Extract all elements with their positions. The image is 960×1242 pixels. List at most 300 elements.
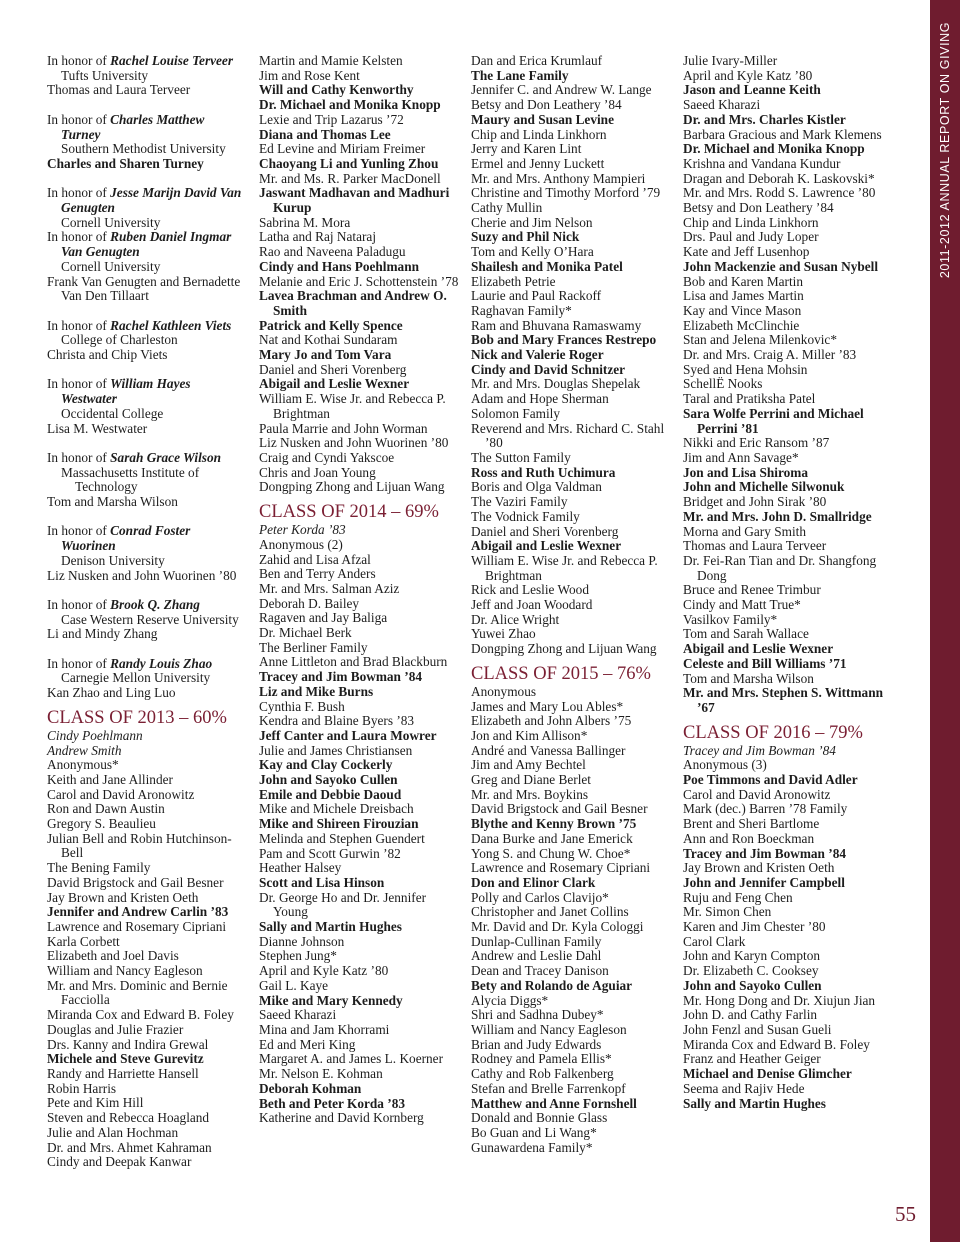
donor-entry: Maury and Susan Levine [471,111,614,127]
donor-entry: Tracey and Jim Bowman ’84 [259,669,423,685]
donor-entry: Dr. Michael and Monika Knopp [259,97,441,113]
donor-entry: Sally and Martin Hughes [683,1095,826,1111]
donor-entry: Jim and Rose Kent [259,67,360,83]
donor-entry: James and Mary Lou Ables* [471,698,624,714]
honor-prefix: In honor of [47,523,111,539]
donor-entry: Michele and Steve Gurevitz [47,1051,204,1067]
donor-entry: Bob and Karen Martin [683,273,804,289]
donor-entry: Shri and Sadhna Dubey* [471,1007,604,1023]
donor-entry: Mike and Michele Dreisbach [259,801,414,817]
honoree-entry [47,113,247,142]
donor-entry: Nick and Valerie Roger [471,347,604,363]
donor-entry: Kate and Jeff Lusenhop [683,244,810,260]
donor-entry: Mr. and Mrs. Anthony Mampieri [471,170,646,186]
honoree-entry [47,657,247,672]
donor-entry: William and Nancy Eagleson [47,963,203,979]
donor-entry: Jennifer and Andrew Carlin ’83 [47,904,229,920]
honor-prefix: In honor of [47,229,111,245]
donor-entry: Chaoyang Li and Yunling Zhou [259,155,439,171]
donor-entry: Raghavan Family* [471,302,572,318]
donor-entry: Brent and Sheri Bartlome [683,816,820,832]
donor-entry: Celeste and Bill Williams ’71 [683,655,847,671]
donor-entry: Anonymous (3) [683,757,767,773]
donor-entry: Julie Ivary-Miller [683,53,778,68]
donor-entry: Tom and Kelly O’Hara [471,244,594,260]
donor-entry: Anonymous (2) [259,536,343,552]
donor-entry: Yuwei Zhao [471,626,536,642]
donor-entry: Dan and Erica Krumlauf [471,53,603,68]
donor-entry: Stan and Jelena Milenkovic* [683,332,837,348]
donor-entry: Christa and Chip Viets [47,347,168,363]
donor-entry: Mr. Hong Dong and Dr. Xiujun Jian [683,992,876,1008]
donor-entry: Saeed Kharazi [259,1007,337,1023]
donor-entry: Mark (dec.) Barren ’78 Family [683,801,848,817]
donor-entry: Dr. Michael Berk [259,625,352,641]
donor-entry: Jay Brown and Kristen Oeth [683,860,835,876]
donor-entry: John Mackenzie and Susan Nybell [683,258,879,274]
school-name: Massachusetts Institute of Technology [61,464,200,495]
donor-entry: David Brigstock and Gail Besner [47,874,224,890]
donor-column-1 [47,54,247,1170]
donor-entry: Dragan and Deborah K. Laskovski* [683,170,875,186]
donor-entry: Blythe and Kenny Brown ’75 [471,816,637,832]
honoree-entry [47,230,247,259]
donor-entry: April and Kyle Katz ’80 [259,963,389,979]
donor-entry: Kay and Vince Mason [683,302,802,318]
donor-entry: Elizabeth McClinchie [683,317,800,333]
school-name: Case Western Reserve University [61,611,239,627]
donor-entry: Rao and Naveena Paladugu [259,244,406,260]
donor-entry: Dean and Tracey Danison [471,963,609,979]
spacer [47,436,247,451]
donor-entry: Mr. and Mrs. Salman Aziz [259,580,400,596]
donor-entry: Melinda and Stephen Guendert [259,830,425,846]
donor-entry: Julian Bell and Robin Hutchinson-Bell [47,830,232,861]
donor-entry: Steven and Rebecca Hoagland [47,1110,210,1126]
donor-entry: Keith and Jane Allinder [47,771,173,787]
donor-entry: SchellË Nooks [683,376,763,392]
honoree-entry [47,451,247,466]
honoree-entry [47,186,247,215]
donor-entry: Pete and Kim Hill [47,1095,144,1111]
donor-entry: Bruce and Renee Trimbur [683,582,821,598]
donor-entry: Thomas and Laura Terveer [47,82,191,98]
donor-entry: Li and Mindy Zhang [47,626,158,642]
donor-entry: Sally and Martin Hughes [259,919,402,935]
donor-entry: Karen and Jim Chester ’80 [683,919,826,935]
spacer [47,98,247,113]
donor-entry: Dr. and Mrs. Craig A. Miller ’83 [683,347,857,363]
donor-entry: Stefan and Brelle Farrenkopf [471,1080,626,1096]
donor-entry: Margaret A. and James L. Koerner [259,1051,444,1067]
donor-entry: Dr. Elizabeth C. Cooksey [683,963,819,979]
donor-entry: Mike and Mary Kennedy [259,992,403,1008]
donor-entry: Craig and Cyndi Yakscoe [259,449,395,465]
donor-entry: Ross and Ruth Uchimura [471,464,616,480]
donor-entry: Jay Brown and Kristen Oeth [47,889,199,905]
donor-entry: Cherie and Jim Nelson [471,214,593,230]
donor-entry: John and Michelle Silwonuk [683,479,845,495]
donor-entry: Elizabeth Petrie [471,273,556,289]
donor-entry: Donald and Bonnie Glass [471,1110,608,1126]
donor-entry: Kendra and Blaine Byers ’83 [259,713,415,729]
donor-entry: Ben and Terry Anders [259,566,376,582]
school-name: Southern Methodist University [61,141,226,157]
honoree-entry [47,54,247,69]
donor-entry: Carol and David Aronowitz [683,786,831,802]
donor-entry: Ragaven and Jay Baliga [259,610,388,626]
donor-entry: Deborah Kohman [259,1080,362,1096]
donor-entry: William E. Wise Jr. and Rebecca P. Brightman [471,552,658,583]
donor-entry: Christine and Timothy Morford ’79 [471,185,661,201]
class-agent: Peter Korda ’83 [259,522,346,538]
donor-entry: Latha and Raj Nataraj [259,229,377,245]
donor-entry: Elizabeth and Joel Davis [47,948,179,964]
donor-entry: Julie and Alan Hochman [47,1124,179,1140]
donor-entry: Jennifer C. and Andrew W. Lange [471,82,652,98]
donor-entry: Lavea Brachman and Andrew O. Smith [259,288,447,318]
donor-entry: Mr. and Mrs. Stephen S. Wittmann ’67 [683,685,883,715]
donor-entry: Randy and Harriette Hansell [47,1065,199,1081]
donor-entry: Cindy and Matt True* [683,597,801,613]
donor-entry: The Bening Family [47,860,151,876]
donor-entry: Dr. and Mrs. Charles Kistler [683,111,846,127]
spacer [47,642,247,657]
donor-entry: Deborah D. Bailey [259,595,360,611]
donor-entry: Dongping Zhong and Lijuan Wang [471,641,657,657]
donor-entry: Mr. and Mrs. Rodd S. Lawrence ’80 [683,185,876,201]
donor-entry: Tom and Sarah Wallace [683,626,809,642]
donor-entry: April and Kyle Katz ’80 [683,67,813,83]
school-name: Denison University [61,552,165,568]
honor-prefix: In honor of [47,317,111,333]
donor-entry: Rick and Leslie Wood [471,582,589,598]
donor-entry: Betsy and Don Leathery ’84 [471,97,622,113]
donor-entry: John and Sayoko Cullen [683,977,822,993]
class-agent: Cindy Poehlmann [47,727,143,743]
donor-entry: Robin Harris [47,1080,117,1096]
donor-entry: Nat and Kothai Sundaram [259,332,398,348]
donor-entry: Abigail and Leslie Wexner [471,538,622,554]
donor-entry: Abigail and Leslie Wexner [683,641,834,657]
donor-entry: Poe Timmons and David Adler [683,772,858,788]
donor-entry: Laurie and Paul Rackoff [471,288,602,304]
donor-entry: Chris and Joan Young [259,464,376,480]
donor-entry: Dana Burke and Jane Emerick [471,830,633,846]
donor-entry: Franz and Heather Geiger [683,1051,821,1067]
donor-entry: Daniel and Sheri Vorenberg [259,361,407,377]
donor-entry: Jerry and Karen Lint [471,141,582,157]
donor-entry: Mr. Simon Chen [683,904,772,920]
honor-prefix: In honor of [47,53,111,68]
honoree-name: Charles Matthew Turney [61,111,205,142]
donor-entry: Chip and Linda Linkhorn [471,126,607,142]
donor-entry: Tracey and Jim Bowman ’84 [683,845,847,861]
class-heading: CLASS OF 2016 – 79% [683,722,863,743]
donor-entry: Mr. and Mrs. Douglas Shepelak [471,376,641,392]
donor-entry: Bridget and John Sirak ’80 [683,494,827,510]
honoree-name: Rachel Kathleen Viets [110,317,232,333]
donor-entry: Lisa and James Martin [683,288,804,304]
donor-entry: Morna and Gary Smith [683,523,806,539]
donor-entry: Dr. George Ho and Dr. Jennifer Young [259,889,427,920]
donor-entry: Sabrina M. Mora [259,214,351,230]
donor-entry: Anonymous* [47,757,119,773]
school-name: Carnegie Mellon University [61,670,211,686]
donor-entry: David Brigstock and Gail Besner [471,801,648,817]
donor-entry: Jeff and Joan Woodard [471,597,593,613]
donor-entry: Solomon Family [471,405,561,421]
donor-entry: John Fenzl and Susan Gueli [683,1022,832,1037]
honoree-entry [47,598,247,613]
donor-entry: Don and Elinor Clark [471,874,596,890]
donor-entry: Katherine and David Kornberg [259,1110,424,1126]
donor-entry: Dr. and Mrs. Ahmet Kahraman [47,1139,212,1155]
donor-entry: John and Sayoko Cullen [259,772,398,788]
donor-entry: The Sutton Family [471,449,571,465]
donor-entry: Patrick and Kelly Spence [259,317,403,333]
honor-prefix: In honor of [47,376,111,392]
donor-column-2 [259,54,459,1126]
donor-entry: Martin and Mamie Kelsten [259,53,403,68]
donor-entry: Douglas and Julie Frazier [47,1021,184,1037]
donor-entry: Rodney and Pamela Ellis* [471,1051,612,1067]
donor-entry: John D. and Cathy Farlin [683,1007,818,1023]
donor-entry: Bety and Rolando de Aguiar [471,977,633,993]
donor-entry: Jaswant Madhavan and Madhuri Kurup [259,185,450,216]
donor-entry: The Berliner Family [259,639,368,655]
school-name: Tufts University [61,67,149,83]
donor-entry: Bob and Mary Frances Restrepo [471,332,657,348]
spacer [47,363,247,378]
donor-entry: Elizabeth and John Albers ’75 [471,713,632,729]
donor-entry: Greg and Diane Berlet [471,772,591,788]
donor-entry: Charles and Sharen Turney [47,155,204,171]
spacer [47,583,247,598]
donor-entry: Betsy and Don Leathery ’84 [683,200,834,216]
honoree-name: Randy Louis Zhao [110,655,213,671]
donor-entry: Jim and Amy Bechtel [471,757,586,773]
donor-entry: Michael and Denise Glimcher [683,1066,852,1082]
spacer [47,172,247,187]
donor-entry: Ruju and Feng Chen [683,889,793,905]
donor-entry: Jason and Leanne Keith [683,82,821,98]
donor-entry: Cindy and David Schnitzer [471,361,626,377]
donor-entry: Thomas and Laura Terveer [683,538,827,554]
donor-entry: William and Nancy Eagleson [471,1022,627,1037]
honor-prefix: In honor of [47,596,111,612]
class-agent: Andrew Smith [47,742,122,758]
donor-entry: Frank Van Genugten and Bernadette Van Den Tillaart [47,273,241,304]
donor-entry: Dr. Alice Wright [471,611,560,627]
donor-entry: William E. Wise Jr. and Rebecca P. Brightman [259,391,446,421]
honoree-name: Ruben Daniel Ingmar Van Genugten [61,229,232,260]
donor-entry: Mr. Nelson E. Kohman [259,1066,383,1082]
donor-entry: Julie and James Christiansen [259,742,413,758]
donor-entry: Emile and Debbie Daoud [259,786,402,802]
donor-entry: Jon and Lisa Shiroma [683,464,809,480]
donor-entry: Boris and Olga Valdman [471,479,602,495]
donor-entry: Barbara Gracious and Mark Klemens [683,126,882,142]
donor-entry: Zahid and Lisa Afzal [259,551,371,567]
donor-entry: Beth and Peter Korda ’83 [259,1095,406,1111]
donor-entry: Liz Nusken and John Wuorinen ’80 [259,435,449,451]
school-name: Cornell University [61,214,161,230]
donor-entry: Saeed Kharazi [683,97,761,113]
donor-entry: Shailesh and Monika Patel [471,258,623,274]
donor-entry: Andrew and Leslie Dahl [471,948,602,964]
donor-entry: Jim and Ann Savage* [683,449,799,465]
donor-entry: Alycia Diggs* [471,992,549,1008]
donor-entry: Nikki and Eric Ransom ’87 [683,435,830,451]
donor-entry: Dr. Fei-Ran Tian and Dr. Shangfong Dong [683,552,877,583]
donor-column-3 [471,54,671,1155]
class-agent: Tracey and Jim Bowman ’84 [683,742,836,758]
donor-entry: The Vodnick Family [471,508,580,524]
class-heading: CLASS OF 2015 – 76% [471,663,651,684]
donor-entry: The Vaziri Family [471,494,568,510]
donor-entry: Liz Nusken and John Wuorinen ’80 [47,567,237,583]
donor-entry: Chip and Linda Linkhorn [683,214,819,230]
donor-entry: Heather Halsey [259,860,342,876]
honor-prefix: In honor of [47,185,111,201]
donor-entry: Drs. Paul and Judy Loper [683,229,819,245]
donor-entry: Lisa M. Westwater [47,420,148,436]
honoree-name: Brook Q. Zhang [110,596,200,612]
donor-entry: Karla Corbett [47,933,120,949]
donor-entry: Pam and Scott Gurwin ’82 [259,845,401,861]
donor-entry: Cynthia F. Bush [259,698,345,714]
donor-entry: Taral and Pratiksha Patel [683,391,816,407]
class-heading: CLASS OF 2014 – 69% [259,502,439,523]
donor-entry: Mr. and Ms. R. Parker MacDonell [259,170,441,186]
donor-entry: Dr. Michael and Monika Knopp [683,141,865,157]
donor-entry: Yong S. and Chung W. Choe* [471,845,631,861]
donor-entry: Carol Clark [683,933,746,949]
donor-entry: Ed and Meri King [259,1036,356,1052]
donor-entry: Melanie and Eric J. Schottenstein ’78 [259,273,459,289]
honor-prefix: In honor of [47,111,111,127]
honoree-name: Jesse Marijn David Van Genugten [61,185,242,215]
donor-entry: Bo Guan and Li Wang* [471,1124,597,1140]
honoree-entry [47,377,247,406]
donor-entry: Jon and Kim Allison* [471,727,588,743]
donor-entry: Brian and Judy Edwards [471,1036,602,1052]
donor-entry: Seema and Rajiv Hede [683,1080,805,1096]
school-name: Cornell University [61,258,161,274]
donor-entry: Gunawardena Family* [471,1139,593,1155]
honor-prefix: In honor of [47,655,111,671]
donor-entry: Lawrence and Rosemary Cipriani [471,860,651,876]
donor-entry: Polly and Carlos Clavijo* [471,889,609,905]
donor-entry: Suzy and Phil Nick [471,229,580,245]
donor-entry: Stephen Jung* [259,948,337,964]
donor-entry: Tom and Marsha Wilson [47,494,178,510]
donor-entry: Mr. and Mrs. John D. Smallridge [683,508,872,524]
donor-entry: Jeff Canter and Laura Mowrer [259,727,437,743]
donor-entry: Lexie and Trip Lazarus ’72 [259,111,404,127]
donor-column-4 [683,54,883,1111]
honoree-entry [47,319,247,334]
donor-entry: Mina and Jam Khorrami [259,1022,390,1037]
donor-entry: Carol and David Aronowitz [47,786,195,802]
honoree-name: Rachel Louise Terveer [110,53,234,68]
page-number: 55 [895,1202,916,1226]
donor-entry: Lawrence and Rosemary Cipriani [47,918,227,934]
donor-entry: Mr. and Mrs. Boykins [471,786,589,802]
honoree-name: William Hayes Westwater [61,376,191,407]
donor-entry: Anonymous [471,683,537,699]
donor-entry: Mary Jo and Tom Vara [259,347,392,363]
donor-entry: Mr. and Mrs. Dominic and Bernie Facciolla [47,977,228,1008]
donor-entry: Ann and Ron Boeckman [683,830,815,846]
donor-entry: Liz and Mike Burns [259,683,374,699]
donor-entry: Adam and Hope Sherman [471,391,609,407]
donor-entry: Ermel and Jenny Luckett [471,155,605,171]
honoree-name: Conrad Foster Wuorinen [61,523,191,554]
donor-entry: André and Vanessa Ballinger [471,742,626,758]
donor-entry: Mr. David and Dr. Kyla Cologgi [471,919,644,935]
donor-entry: Will and Cathy Kenworthy [259,82,414,98]
donor-entry: Cathy and Rob Falkenberg [471,1066,614,1082]
donor-entry: Krishna and Vandana Kundur [683,155,841,171]
donor-entry: Abigail and Leslie Wexner [259,376,410,392]
donor-entry: Cathy Mullin [471,200,543,216]
report-title: 2011-2012 ANNUAL REPORT ON GIVING [938,21,952,279]
donor-entry: Miranda Cox and Edward B. Foley [47,1007,234,1023]
donor-entry: Vasilkov Family* [683,611,778,627]
donor-entry: John and Jennifer Campbell [683,874,845,890]
report-sidebar [930,0,960,1242]
donor-entry: Ram and Bhuvana Ramaswamy [471,317,642,333]
spacer [47,304,247,319]
donor-entry: Gail L. Kaye [259,977,329,993]
donor-entry: Gregory S. Beaulieu [47,816,156,832]
honor-prefix: In honor of [47,449,111,465]
spacer [47,510,247,525]
donor-entry: Kay and Clay Cockerly [259,757,393,773]
donor-entry: Syed and Hena Mohsin [683,361,808,377]
donor-entry: Matthew and Anne Fornshell [471,1095,637,1111]
donor-entry: The Lane Family [471,67,569,83]
donor-entry: Reverend and Mrs. Richard C. Stahl ’80 [471,420,665,451]
donor-entry: Mike and Shireen Firouzian [259,816,419,832]
school-name: Occidental College [61,405,164,421]
donor-entry: Cindy and Hans Poehlmann [259,258,419,274]
donor-entry: Anne Littleton and Brad Blackburn [259,654,448,670]
donor-entry: Miranda Cox and Edward B. Foley [683,1036,870,1052]
donor-entry: Drs. Kanny and Indira Grewal [47,1036,209,1052]
donor-entry: Cindy and Deepak Kanwar [47,1154,192,1170]
donor-entry: Ed Levine and Miriam Freimer [259,141,426,157]
school-name: College of Charleston [61,332,178,348]
donor-entry: Daniel and Sheri Vorenberg [471,523,619,539]
donor-entry: John and Karyn Compton [683,948,821,964]
donor-entry: Kan Zhao and Ling Luo [47,685,176,701]
donor-entry: Ron and Dawn Austin [47,801,165,817]
donor-entry: Scott and Lisa Hinson [259,874,385,890]
class-heading: CLASS OF 2013 – 60% [47,707,227,728]
donor-entry: Dianne Johnson [259,933,345,949]
donor-entry: Paula Marrie and John Worman [259,420,428,436]
donor-entry: Tom and Marsha Wilson [683,670,814,686]
honoree-entry [47,524,247,553]
donor-entry: Dunlap-Cullinan Family [471,933,602,949]
honoree-name: Sarah Grace Wilson [110,449,221,465]
donor-entry: Christopher and Janet Collins [471,904,629,920]
donor-entry: Diana and Thomas Lee [259,126,391,142]
donor-entry: Dongping Zhong and Lijuan Wang [259,479,445,495]
